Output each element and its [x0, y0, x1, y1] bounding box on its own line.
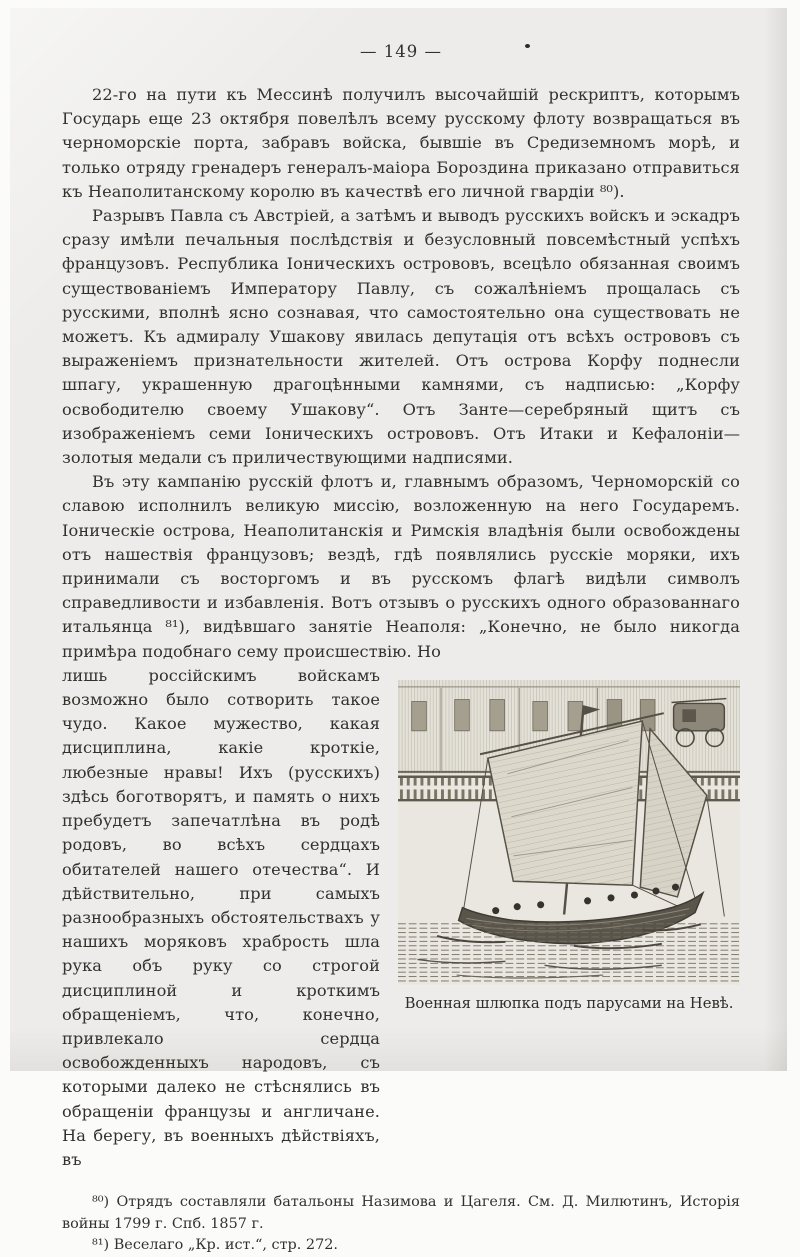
footnote-81: ⁸¹) Веселаго „Кр. ист.“, стр. 272. [62, 1235, 740, 1257]
wrapped-text-column [62, 664, 380, 1172]
footnotes [62, 1192, 740, 1257]
paragraph-campaign-continued: лишь россійскимъ войскамъ возможно было сотворить такое чудо. Какое мужество, какая дисциплина, какіе кроткіе, любезные нравы! Ихъ (русскихъ) здѣсь боготворятъ, и память о нихъ пребудетъ запечатлѣна въ родѣ родовъ, во всѣхъ сердцахъ обитателей нашего отечества“. И дѣйствительно, при самыхъ разнообразныхъ обстоятельствахъ у нашихъ моряковъ храбрость шла рука объ руку со строгой дисциплиной и кроткимъ обращеніемъ, что, конечно, привлекало сердца освобожденныхъ народовъ, съ которыми далеко не стѣснялись въ обращеніи французы и англичане. На берегу, въ военныхъ дѣйствіяхъ, въ [62, 664, 380, 1172]
page-content [62, 42, 740, 1257]
water [398, 922, 740, 983]
figure-boat [380, 664, 740, 1012]
paragraph-campaign: Въ эту кампанію русскій флотъ и, главнымъ образомъ, Черноморскій со славою исполнилъ великую миссію, возложенную на него Государемъ. Іоническіе острова, Неаполитанскія и Римскія владѣнія были освобождены отъ нашествія французовъ; вездѣ, гдѣ появлялись русскіе моряки, ихъ принимали съ восторгомъ и въ русскомъ флагѣ видѣли символъ справедливости и избавленія. Вотъ отзывъ о русскихъ одного образованнаго итальянца ⁸¹), видѣвшаго занятіе Неаполя: „Конечно, не было никогда примѣра подобнаго сему происшествію. Но [62, 470, 740, 664]
boat-engraving [398, 680, 740, 985]
paragraph-rescript: 22-го на пути къ Мессинѣ получилъ высочайшій рескриптъ, которымъ Государь еще 23 октября повелѣлъ всему русскому флоту возвращаться въ черноморскіе порта, забравъ войска, бывшіе въ Средиземномъ морѣ, и только отряду гренадеръ генералъ-маіора Бороздина приказано отправиться къ Неаполитанскому королю въ качествѣ его личной гвардіи ⁸⁰). [62, 83, 740, 204]
text-figure-row [62, 664, 740, 1172]
scan-speck [525, 44, 530, 48]
footnote-80: ⁸⁰) Отрядъ составляли батальоны Назимова и Цагеля. См. Д. Милютинъ, Исторія войны 1799 г. Спб. 1857 г. [62, 1192, 740, 1235]
scanned-page [10, 8, 787, 1071]
figure-caption: Военная шлюпка подъ парусами на Невѣ. [398, 995, 740, 1012]
page-number: — 149 — [62, 42, 740, 61]
paragraph-ionian-islands: Разрывъ Павла съ Австріей, а затѣмъ и выводъ русскихъ войскъ и эскадръ сразу имѣли печальныя послѣдствія и безусловный повсемѣстный успѣхъ французовъ. Республика Іоническихъ острововъ, всецѣло обязанная своимъ существованіемъ Императору Павлу, съ сожалѣніемъ прощалась съ русскими, вполнѣ ясно сознавая, что самостоятельно она существовать не можетъ. Къ адмиралу Ушакову явилась депутація отъ всѣхъ острововъ съ выраженіемъ признательности жителей. Отъ острова Корфу поднесли шпагу, украшенную драгоцѣнными камнями, съ надписью: „Корфу освободителю своему Ушакову“. Отъ Занте—серебряный щитъ съ изображеніемъ семи Іоническихъ острововъ. Отъ Итаки и Кефалоніи—золотыя медали съ приличествующими надписями. [62, 204, 740, 470]
